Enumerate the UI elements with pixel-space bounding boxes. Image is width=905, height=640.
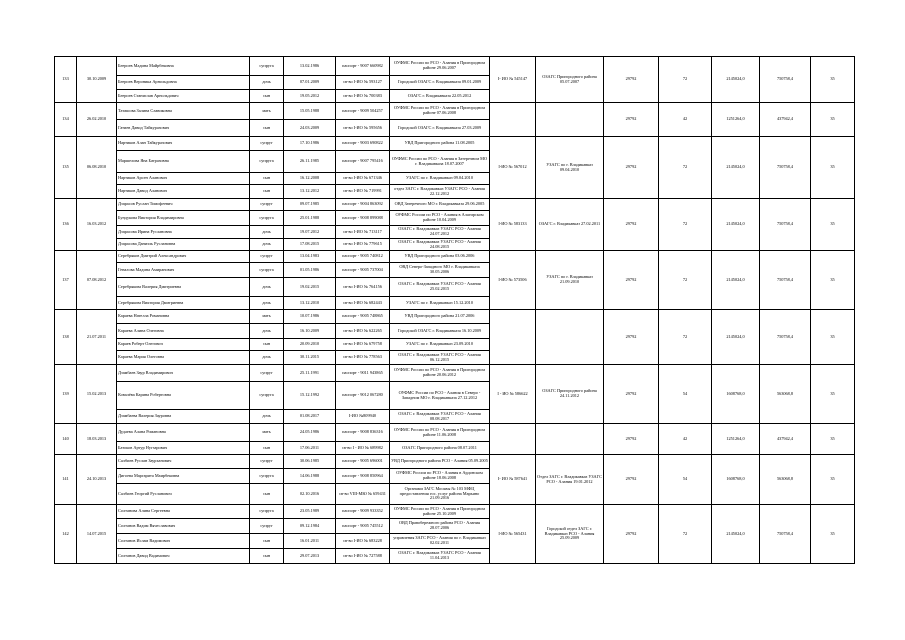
member-name: Серебрякова Валерия Дмитриевна [117,278,250,297]
member-relation: мать [250,424,284,442]
housing-cost: 2145024,0 [712,310,760,365]
member-document-issuer: Городской ОЗАГС г. Владикавказа 16.10.2009 [390,324,490,339]
member-name: Серебрякова Виктория Дмитриевна [117,297,250,310]
registration-date: 14.07.2015 [77,505,117,564]
cost-norm: 29792 [604,251,659,310]
member-document-issuer: ОЗАГС г. Владикавказ УЗАГС РСО - Алания 24.07.2012 [390,226,490,239]
member-document-issuer: ОУФМС России по РСО - Алания в Северо - Западном МО г. Владикавказа 27.12.2012 [390,382,490,410]
member-document: паспорт - 9011 943865 [336,365,390,382]
member-relation: сын [250,185,284,199]
member-document-issuer: УЗАГС по г. Владикавказ 09.04.2010 [390,173,490,185]
table-row [55,455,855,469]
housing-area: 42 [659,424,712,455]
registration-date: 18.03.2013 [77,424,117,455]
table-row [55,103,855,120]
member-document-issuer: ОВД Правобережного района РСО - Алания 28.07.2006 [390,519,490,534]
member-name: Солтанова Алина Сергеевна [117,505,250,519]
member-birth-date: 30.11.2015 [284,351,336,365]
member-document-issuer: ОУФМС России по РСО - Алания в Пригородном районе 07.06.2008 [390,103,490,120]
registration-date: 07.08.2012 [77,251,117,310]
member-name: Дудаева Алана Романовна [117,424,250,442]
member-relation: дочь [250,351,284,365]
member-name: Караева Нателла Романовна [117,310,250,324]
registry-sheet [54,56,854,564]
member-document: паспорт - 9007 660982 [336,57,390,76]
member-document: паспорт - 9005 748865 [336,310,390,324]
member-name: Салбиев Руслан Заурханович [117,455,250,469]
member-name: Батоков Артур Нугзарович [117,442,250,455]
member-name: Нартиков Давид Аланович [117,185,250,199]
table-row [55,137,855,151]
member-name: Караев Роберт Олегович [117,339,250,351]
row-number: 137 [55,251,77,310]
subsidy-amount: 750758,4 [760,137,811,199]
member-name: Солтанов Давид Вадимович [117,549,250,564]
certificate-issuer: Городской отдел ЗАГС г. Владикавказ РСО - Алания 25.09.2009 [536,505,604,564]
member-relation: мать [250,103,284,120]
member-birth-date: 19.05.2012 [284,90,336,103]
housing-cost: 1251264,0 [712,424,760,455]
member-name: Гатиев Давид Тайкуразович [117,120,250,137]
member-name: Дигоева Маргарита Маирбековна [117,469,250,484]
certificate-issuer [536,310,604,365]
member-relation: дочь [250,239,284,251]
member-relation: сын [250,442,284,455]
member-document: паспорт - 9009 933352 [336,505,390,519]
member-birth-date: 01.08.2017 [284,410,336,424]
member-relation: дочь [250,278,284,297]
housing-cost: 2145024,0 [712,199,760,251]
member-name: Салбиев Георгий Русланович [117,484,250,505]
member-relation: супруга [250,211,284,226]
member-relation: сын [250,173,284,185]
registry-table [54,56,855,564]
member-relation: сын [250,549,284,564]
member-birth-date: 09.07.1985 [284,199,336,211]
member-document: св-во I-ИО № 700383 [336,90,390,103]
subsidy-percent: 35 [811,424,855,455]
member-relation: супруг [250,251,284,263]
member-document: паспорт - 9005 737004 [336,263,390,278]
member-name: Солтанов Вадим Вячеславович [117,519,250,534]
member-document-issuer: ОУФМС России по РСО - Алания в Пригородном районе 29.06.2007 [390,57,490,76]
certificate-issuer: УЗАГС по г. Владикавказ 21.09.2010 [536,251,604,310]
member-relation: сын [250,484,284,505]
member-document: св-во I-ИО № 683228 [336,534,390,549]
member-relation: супруг [250,519,284,534]
member-document: св-во VIII-МЮ № 659431 [336,484,390,505]
member-birth-date: 20.09.2010 [284,339,336,351]
member-relation: супруга [250,469,284,484]
marriage-certificate [490,103,536,137]
registration-date: 30.10.2009 [77,57,117,103]
housing-area: 42 [659,103,712,137]
row-number: 140 [55,424,77,455]
registration-date: 26.02.2010 [77,103,117,137]
member-relation: дочь [250,226,284,239]
row-number: 142 [55,505,77,564]
member-relation: сын [250,90,284,103]
row-number: 138 [55,310,77,365]
member-document: паспорт - 9012 067280 [336,382,390,410]
table-row [55,251,855,263]
cost-norm: 29792 [604,455,659,505]
member-document-issuer: ОЗАГС г. Владикавказ УЗАГС РСО - Алания 11.04.2013 [390,549,490,564]
member-birth-date: 26.11.1985 [284,151,336,173]
housing-cost: 1251264,0 [712,103,760,137]
member-relation: дочь [250,76,284,90]
member-birth-date: 17.06.2011 [284,442,336,455]
member-birth-date: 15.12.1992 [284,382,336,410]
marriage-certificate: I- ИО № 587641 [490,455,536,505]
member-document-issuer: ОЗАГС г. Владикавказа 22.05.2012 [390,90,490,103]
member-name: Дзамбаева Валерия Зауровна [117,410,250,424]
member-birth-date: 25.01.1988 [284,211,336,226]
subsidy-percent: 35 [811,103,855,137]
table-row [55,310,855,324]
member-name: Дзарасова Даниэль Руслановна [117,239,250,251]
member-document-issuer: ОУФМС России по РСО - Алания в Пригородном районе 20.06.2012 [390,365,490,382]
member-document: св-во I-ИО № 593127 [336,76,390,90]
certificate-issuer [536,103,604,137]
member-document-issuer: УЗАГС по г. Владикавказ 15.12.2010 [390,297,490,310]
subsidy-percent: 35 [811,57,855,103]
subsidy-amount: 750758,4 [760,251,811,310]
certificate-issuer: Отдел ЗАГС г. Владикавказ УЗАГС РСО - Алания 19.01.2012 [536,455,604,505]
member-name: Таташова Залина Славиковна [117,103,250,120]
member-document: св-во I-ИО № 682443 [336,297,390,310]
member-birth-date: 16.01.2011 [284,534,336,549]
member-document-issuer: Городской ОЗАГС г. Владикавказа 09.01.2009 [390,76,490,90]
subsidy-amount: 563068,8 [760,365,811,424]
cost-norm: 29792 [604,310,659,365]
member-name: Нартиков Арсен Аланович [117,173,250,185]
member-document: св-во I-ИО № 713117 [336,226,390,239]
member-relation: сын [250,339,284,351]
housing-area: 72 [659,310,712,365]
member-relation: мать [250,310,284,324]
housing-cost: 2145024,0 [712,137,760,199]
member-birth-date: 09.12.1984 [284,519,336,534]
member-document: св-во I-ИО № 764156 [336,278,390,297]
cost-norm: 29792 [604,57,659,103]
member-relation: супруг [250,455,284,469]
cost-norm: 29792 [604,199,659,251]
member-document-issuer: отдел ЗАГС г. Владикавказ УЗАГС РСО - Алания 22.12.2012 [390,185,490,199]
member-birth-date: 25.11.1991 [284,365,336,382]
member-document-issuer: ОЗАГС г. Владикавказ УЗАГС РСО - Алания 24.08.2015 [390,239,490,251]
member-birth-date: 13.12.2010 [284,297,336,310]
member-document: св-во I-ИО № 727588 [336,549,390,564]
marriage-certificate [490,310,536,365]
registration-date: 21.07.2011 [77,310,117,365]
member-birth-date: 17.08.2015 [284,239,336,251]
cost-norm: 29792 [604,505,659,564]
member-document: паспорт - 9005 696001 [336,455,390,469]
member-name: Дзарасов Руслан Тимофеевич [117,199,250,211]
member-name: Дзарасова Ирина Руслановна [117,226,250,239]
member-document: св-во I-ИО № 671346 [336,173,390,185]
cost-norm: 29792 [604,365,659,424]
member-document: св-во I-ИО № 779615 [336,239,390,251]
housing-area: 72 [659,137,712,199]
member-name: Бундукова Виктория Владимировна [117,211,250,226]
housing-area: 72 [659,251,712,310]
cost-norm: 29792 [604,103,659,137]
member-birth-date: 24.03.2009 [284,120,336,137]
housing-cost: 1608768,0 [712,455,760,505]
table-row [55,365,855,382]
marriage-certificate: I - ИО № 586622 [490,365,536,424]
member-document: I-ИО №809940 [336,410,390,424]
certificate-issuer: ОЗАГС Пригородного района 05.07.2007 [536,57,604,103]
member-relation: дочь [250,410,284,424]
member-birth-date: 10.07.1986 [284,310,336,324]
subsidy-amount: 750758,4 [760,505,811,564]
member-document-issuer: УВД Пригородного района 21.07.2006 [390,310,490,324]
registration-date: 15.02.2013 [77,365,117,424]
member-document: паспорт - 9008 899088 [336,211,390,226]
member-document: св-во I-ИО № 719991 [336,185,390,199]
marriage-certificate: I-ИО № 565431 [490,505,536,564]
housing-area: 72 [659,57,712,103]
registration-date: 16.03.2012 [77,199,117,251]
member-name: Маршелова Яна Батразовна [117,151,250,173]
member-document-issuer: ОУФМС России по РСО - Алания в Пригородном районе 25.10.2009 [390,505,490,519]
member-name: Беероев Станислав Арнольдович [117,90,250,103]
member-name: Беероев Мадина Майрбековна [117,57,250,76]
housing-cost: 2145024,0 [712,251,760,310]
member-relation: дочь [250,324,284,339]
member-name: Караева Мария Олеговна [117,351,250,365]
marriage-certificate: I-ИО № 573506 [490,251,536,310]
member-document: паспорт - 9008 850964 [336,469,390,484]
row-number: 141 [55,455,77,505]
member-document-issuer: ОЗАГС г. Владикавказ УЗАГС РСО - Алания 08.08.2017 [390,410,490,424]
certificate-issuer: ОЗАГС Пригородного района 24.11.2012 [536,365,604,424]
housing-area: 72 [659,199,712,251]
member-relation: дочь [250,297,284,310]
table-row [55,505,855,519]
member-birth-date: 13.02.1986 [284,57,336,76]
member-document: св-во I-ИО № 595656 [336,120,390,137]
member-document: паспорт - 9004 863092 [336,199,390,211]
member-birth-date: 15.05.1988 [284,103,336,120]
member-birth-date: 29.07.2013 [284,549,336,564]
member-name: Нартиков Алан Тайкуразович [117,137,250,151]
member-document-issuer: УВД Пригородного района 11.08.2005 [390,137,490,151]
member-relation: супруг [250,199,284,211]
member-birth-date: 16.10.2009 [284,324,336,339]
member-document: св-во I-ИО № 778563 [336,351,390,365]
marriage-certificate: I-ИО № 583133 [490,199,536,251]
subsidy-percent: 35 [811,199,855,251]
member-relation: супруга [250,382,284,410]
registration-date: 24.10.2013 [77,455,117,505]
subsidy-percent: 35 [811,505,855,564]
member-document-issuer: ОЗАГС г. Владикавказ УЗАГС РСО - Алания 06.12.2015 [390,351,490,365]
member-name: Солтанов Ислам Вадимович [117,534,250,549]
member-birth-date: 23.05.1989 [284,505,336,519]
member-relation: супруг [250,137,284,151]
housing-area: 54 [659,455,712,505]
row-number: 133 [55,57,77,103]
marriage-certificate: I-ИО № 567012 [490,137,536,199]
member-document-issuer: ОУФМС России по РСО - Алания в Пригородном районе 11.06.2008 [390,424,490,442]
row-number: 134 [55,103,77,137]
housing-area: 54 [659,365,712,424]
member-name: Серебряков Дмитрий Александрович [117,251,250,263]
subsidy-percent: 35 [811,137,855,199]
row-number: 139 [55,365,77,424]
member-relation: супруга [250,505,284,519]
member-birth-date: 13.12.2012 [284,185,336,199]
certificate-issuer: ОЗАГС г. Владикавказ 27.02.2011 [536,199,604,251]
housing-cost: 2145024,0 [712,505,760,564]
member-birth-date: 14.06.1988 [284,469,336,484]
member-birth-date: 13.04.1983 [284,251,336,263]
member-birth-date: 02.10.2016 [284,484,336,505]
subsidy-percent: 35 [811,455,855,505]
member-document-issuer: ОУФМС России по РСО - Алания в Алагирском районе 10.04.2009 [390,211,490,226]
member-name: Дзамбаев Заур Владимирович [117,365,250,382]
table-row [55,199,855,211]
member-document-issuer: УЗАГС по г. Владикавказ 23.09.2010 [390,339,490,351]
registration-date: 06.08.2010 [77,137,117,199]
member-document-issuer: ОВД Затеречного МО г. Владикавказа 29.06.2005 [390,199,490,211]
member-relation: сын [250,534,284,549]
member-birth-date: 19.02.2015 [284,278,336,297]
member-document-issuer: Городской ОЗАГС г. Владикавказа 27.03.2009 [390,120,490,137]
row-number: 135 [55,137,77,199]
row-number: 136 [55,199,77,251]
member-document-issuer: УВД Пригородного района РСО - Алания 05.09.2005 [390,455,490,469]
member-relation: супруга [250,57,284,76]
member-birth-date: 01.05.1986 [284,263,336,278]
member-relation: супруга [250,263,284,278]
member-document: паспорт - 9005 740812 [336,251,390,263]
member-birth-date: 19.07.2012 [284,226,336,239]
member-birth-date: 30.06.1985 [284,455,336,469]
member-document: св-во I-ИО № 622265 [336,324,390,339]
subsidy-amount: 750758,4 [760,57,811,103]
member-document-issuer: ОЗАГС г. Владикавказ УЗАГС РСО - Алания 25.02.2015 [390,278,490,297]
member-relation: сын [250,120,284,137]
member-birth-date: 16.12.2008 [284,173,336,185]
subsidy-amount: 563068,8 [760,455,811,505]
cost-norm: 29792 [604,424,659,455]
member-name: Беероев Вероника Арнольдовна [117,76,250,90]
table-row [55,57,855,76]
member-birth-date: 17.10.1986 [284,137,336,151]
member-document-issuer: УВД Пригородного района 03.06.2006 [390,251,490,263]
member-document: паспорт - 9009 504257 [336,103,390,120]
marriage-certificate [490,424,536,455]
subsidy-amount: 750758,4 [760,199,811,251]
housing-cost: 1608768,0 [712,365,760,424]
member-document-issuer: управления ЗАГС РСО - Алания по г. Владикавказ 02.02.2011 [390,534,490,549]
member-document-issuer: Органами ЗАГС Москвы № 103 МФЦ предоставления гос. услуг района Марьино 21.09.2016 [390,484,490,505]
member-document-issuer: ОВД Северо-Западного МО г. Владикавказа 30.05.2006 [390,263,490,278]
subsidy-amount: 437942,4 [760,103,811,137]
marriage-certificate: I- ИО № 545147 [490,57,536,103]
subsidy-amount: 750758,4 [760,310,811,365]
member-document: св-во I-ИО № 679758 [336,339,390,351]
subsidy-amount: 437942,4 [760,424,811,455]
member-birth-date: 24.05.1986 [284,424,336,442]
cost-norm: 29792 [604,137,659,199]
subsidy-percent: 35 [811,365,855,424]
table-row [55,424,855,442]
member-document-issuer: ОУФМС России по РСО - Алания в Затеречном МО г. Владикавказа 18.07.2007 [390,151,490,173]
certificate-issuer [536,424,604,455]
housing-area: 72 [659,505,712,564]
subsidy-percent: 35 [811,310,855,365]
member-name: Караева Алина Олеговна [117,324,250,339]
member-document: паспорт - 9007 795416 [336,151,390,173]
member-name: Геналова Мадина Амиранович [117,263,250,278]
subsidy-percent: 35 [811,251,855,310]
member-document-issuer: ОЗАГС Пригородного района 08.07.2011 [390,442,490,455]
certificate-issuer: УЗАГС по г. Владикавказ 09.04.2010 [536,137,604,199]
member-document: св-во I - ИО № 689982 [336,442,390,455]
registry-body [55,57,855,564]
member-birth-date: 07.01.2009 [284,76,336,90]
member-document-issuer: ОУФМС России по РСО - Алания в Ардонском районе 18.06.2008 [390,469,490,484]
member-document: паспорт - 9005 745512 [336,519,390,534]
member-relation: супруга [250,151,284,173]
member-relation: супруг [250,365,284,382]
member-document: паспорт - 9008 836316 [336,424,390,442]
housing-cost: 2145024,0 [712,57,760,103]
member-name: Ковалёва Карина Робертовна [117,382,250,410]
member-document: паспорт - 9003 690822 [336,137,390,151]
